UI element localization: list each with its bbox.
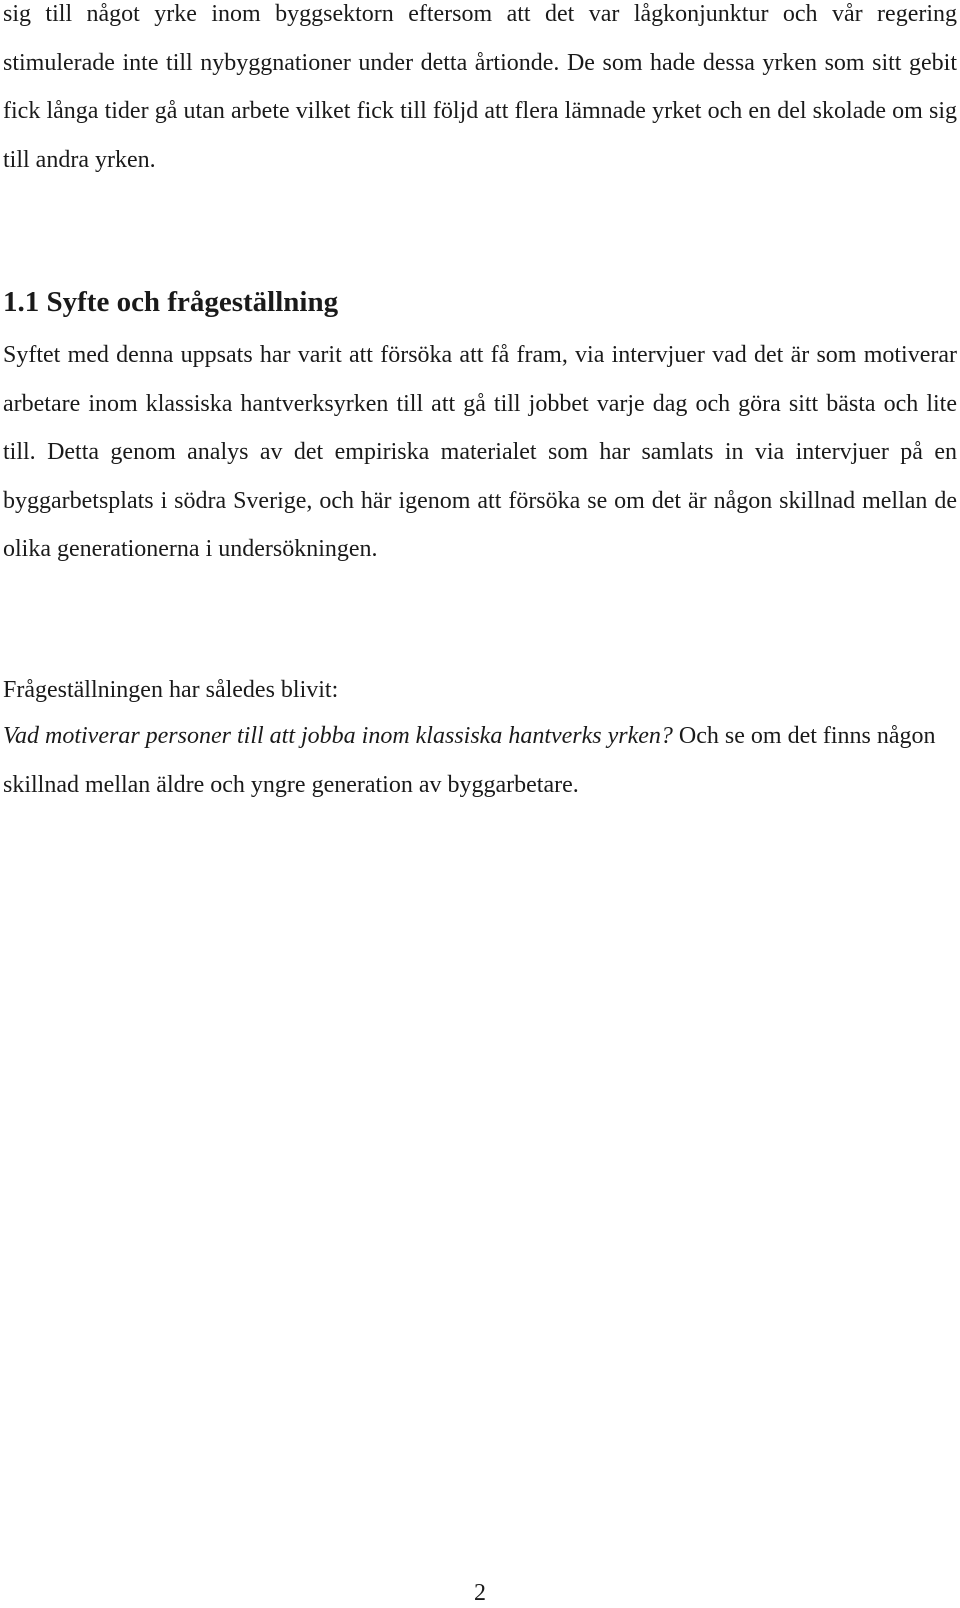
- question-paragraph: [3, 712, 957, 809]
- purpose-paragraph: Syftet med denna uppsats har varit att försöka att få fram, via intervjuer vad det är som motiverar arbetare inom klassiska hantverksyrken till att gå till jobbet varje dag och göra sitt bästa och lite till. Detta genom analys av det empiriska materialet som har samlats in via intervjuer på en byggarbetsplats i södra Sverige, och här igenom att försöka se om det är någon skillnad mellan de olika generationerna i undersökningen.: [3, 342, 957, 563]
- page-number: 2: [474, 1580, 486, 1606]
- question-continuation: Och se om det finns någon skillnad mellan äldre och yngre generation av byggarbetare.: [3, 723, 936, 798]
- section-heading: 1.1 Syfte och frågeställning: [3, 286, 339, 318]
- intro-paragraph: sig till något yrke inom byggsektorn eftersom att det var lågkonjunktur och vår regering stimulerade inte till nybyggnationer under detta årtionde. De som hade dessa yrken som sitt gebit fick långa tider gå utan arbete vilket fick till följd att flera lämnade yrket och en del skolade om sig till andra yrken.: [3, 1, 957, 173]
- research-question: Vad motiverar personer till att jobba inom klassiska hantverks yrken?: [3, 723, 673, 749]
- question-intro: Frågeställningen har således blivit:: [3, 677, 339, 703]
